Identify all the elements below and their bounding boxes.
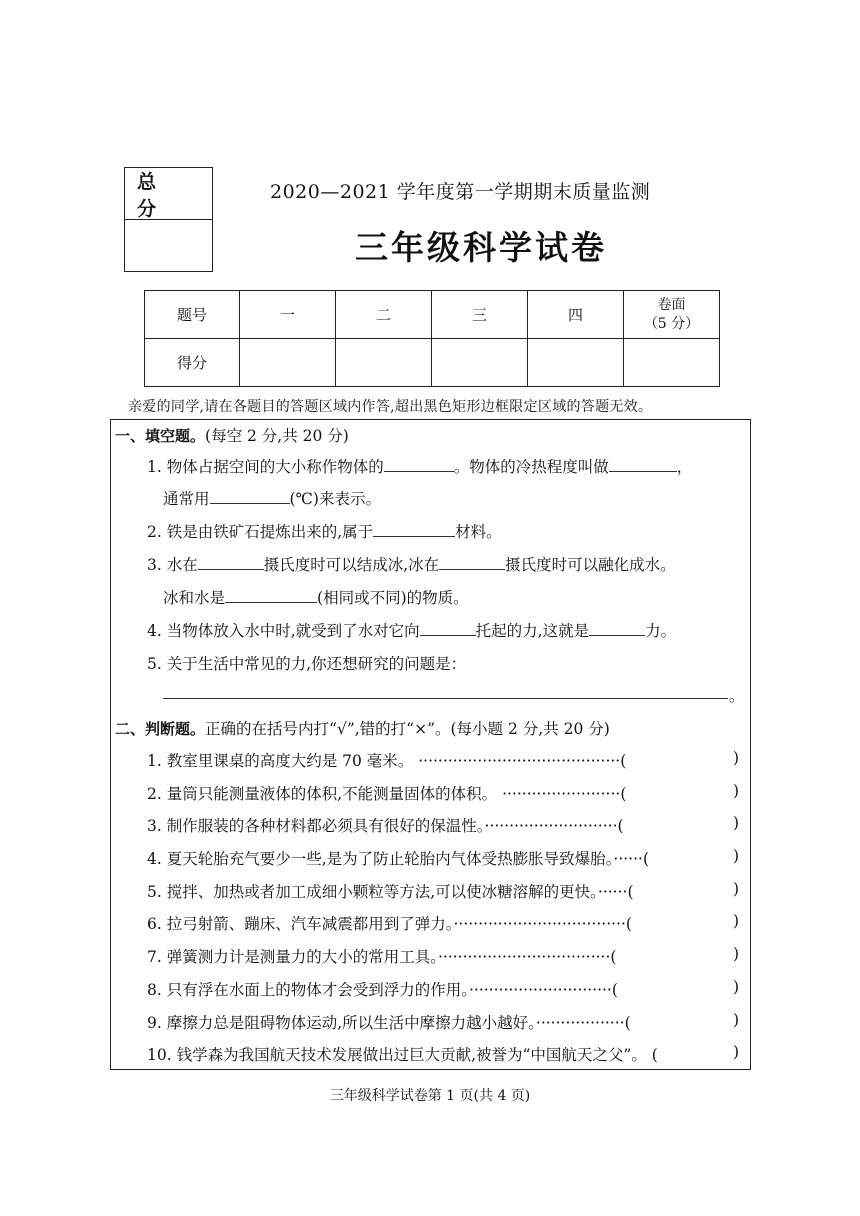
q3-blank-1[interactable] [198, 555, 264, 570]
judgment-item [147, 814, 739, 847]
judgment-list [147, 749, 739, 1076]
score-cell[interactable] [624, 339, 720, 387]
score-cell[interactable] [336, 339, 432, 387]
q4-text-b: 托起的力,这就是 [475, 622, 590, 640]
judgment-answer-paren[interactable]: ) [732, 814, 739, 833]
section1-note: (每空 2 分,共 20 分) [205, 427, 349, 445]
judgment-item-text: 4. 夏天轮胎充气要少一些,是为了防止轮胎内气体受热膨胀导致爆胎。······( [147, 850, 650, 869]
score-cell[interactable] [432, 339, 528, 387]
score-table-header: 题号 [145, 291, 240, 339]
score-table-score-row [145, 339, 720, 387]
judgment-item [147, 749, 739, 782]
judgment-item-text: 3. 制作服装的各种材料都必须具有很好的保温性。···························( [147, 817, 624, 836]
score-table-header: 四 [528, 291, 624, 339]
question-2 [147, 520, 502, 542]
question-3-cont [163, 586, 469, 608]
q1-blank-3[interactable] [210, 489, 290, 504]
section2-title: 二、判断题。 [115, 720, 206, 738]
judgment-item [147, 978, 739, 1011]
q2-text-a: 2. 铁是由铁矿石提炼出来的,属于 [147, 523, 374, 541]
score-table [144, 290, 720, 387]
judgment-item-text: 5. 搅拌、加热或者加工成细小颗粒等方法,可以使冰糖溶解的更快。······( [147, 882, 634, 901]
page-footer: 三年级科学试卷第 1 页(共 4 页) [329, 1088, 531, 1104]
q3-blank-3[interactable] [225, 588, 317, 603]
question-1 [147, 455, 737, 477]
section2-note: 正确的在括号内打“√”,错的打“×”。(每小题 2 分,共 20 分) [205, 720, 610, 738]
judgment-answer-paren[interactable]: ) [732, 945, 739, 964]
judgment-answer-paren[interactable]: ) [732, 781, 739, 800]
q1-blank-1[interactable] [384, 457, 454, 472]
judgment-item [147, 1011, 739, 1044]
appearance-points: （5 分） [643, 315, 700, 332]
score-table-header-row [145, 291, 720, 339]
judgment-item [147, 945, 739, 978]
question-5: 5. 关于生活中常见的力,你还想研究的问题是： [147, 655, 467, 673]
q1-text-c: ， [676, 458, 693, 476]
exam-title: 三年级科学试卷 [355, 228, 607, 267]
q5-end: 。 [729, 687, 745, 705]
appearance-label: 卷面 [657, 296, 686, 313]
exam-subtitle: 2020—2021 学年度第一学期期末质量监测 [270, 181, 651, 203]
question-3 [147, 553, 676, 575]
score-table-header: 二 [336, 291, 432, 339]
judgment-answer-paren[interactable]: ) [732, 977, 739, 996]
judgment-item [147, 1043, 739, 1076]
judgment-item [147, 847, 739, 880]
q3-text-e: (相同或不同)的物质。 [317, 589, 469, 607]
q2-text-b: 材料。 [455, 523, 502, 541]
score-cell[interactable] [528, 339, 624, 387]
score-cell[interactable] [240, 339, 336, 387]
q1-text-b: 。物体的冷热程度叫做 [453, 458, 609, 476]
judgment-item-text: 6. 拉弓射箭、蹦床、汽车减震都用到了弹力。···································( [147, 915, 632, 934]
judgment-item-text: 2. 量筒只能测量液体的体积,不能测量固体的体积。 ························( [147, 784, 627, 803]
judgment-item-text: 8. 只有浮在水面上的物体才会受到浮力的作用。·····························( [147, 980, 618, 999]
score-table-header-appearance [624, 291, 720, 339]
judgment-item-text: 9. 摩擦力总是阻碍物体运动,所以生活中摩擦力越小越好。··················( [147, 1013, 631, 1032]
section1-title: 一、填空题。 [115, 427, 206, 445]
total-score-label: 总 分 [125, 168, 212, 220]
judgment-answer-paren[interactable]: ) [732, 1010, 739, 1029]
judgment-item-text: 7. 弹簧测力计是测量力的大小的常用工具。···································( [147, 948, 617, 967]
score-table-header: 三 [432, 291, 528, 339]
q1-blank-2[interactable] [609, 457, 677, 472]
judgment-answer-paren[interactable]: ) [732, 879, 739, 898]
q1-text-a: 1. 物体占据空间的大小称作物体的 [147, 458, 384, 476]
judgment-answer-paren[interactable]: ) [732, 912, 739, 931]
judgment-answer-paren[interactable]: ) [732, 1043, 739, 1062]
q3-text-c: 摄氏度时可以融化成水。 [505, 556, 676, 574]
q5-answer-line[interactable] [163, 698, 728, 699]
answer-area-notice: 亲爱的同学,请在各题目的答题区域内作答,超出黑色矩形边框限定区域的答题无效。 [128, 399, 653, 415]
section2-heading [115, 717, 610, 739]
judgment-item [147, 782, 739, 815]
total-score-box [124, 167, 213, 272]
q3-blank-2[interactable] [439, 555, 505, 570]
q1-text-d: 通常用 [163, 490, 210, 508]
q3-text-b: 摄氏度时可以结成冰,冰在 [263, 556, 440, 574]
score-table-header: 一 [240, 291, 336, 339]
judgment-item-text: 10. 钱学森为我国航天技术发展做出过巨大贡献,被誉为“中国航天之父”。 ( [147, 1046, 658, 1065]
total-score-field[interactable] [125, 220, 212, 272]
judgment-answer-paren[interactable]: ) [732, 749, 739, 767]
question-4 [147, 619, 676, 641]
judgment-item [147, 912, 739, 945]
judgment-item-text: 1. 教室里课桌的高度大约是 70 毫米。 ·········································( [147, 752, 627, 770]
judgment-answer-paren[interactable]: ) [732, 847, 739, 866]
judgment-item [147, 880, 739, 913]
answer-area-frame [110, 419, 751, 1070]
q2-blank-1[interactable] [373, 522, 455, 537]
section1-heading [115, 424, 349, 446]
question-1-cont [163, 487, 381, 509]
q4-blank-2[interactable] [589, 621, 645, 636]
q4-blank-1[interactable] [420, 621, 476, 636]
q1-text-e: (℃)来表示。 [289, 490, 381, 508]
q4-text-c: 力。 [645, 622, 677, 640]
score-row-label: 得分 [145, 339, 240, 387]
q4-text-a: 4. 当物体放入水中时,就受到了水对它向 [147, 622, 420, 640]
q3-text-d: 冰和水是 [163, 589, 226, 607]
q3-text-a: 3. 水在 [147, 556, 198, 574]
